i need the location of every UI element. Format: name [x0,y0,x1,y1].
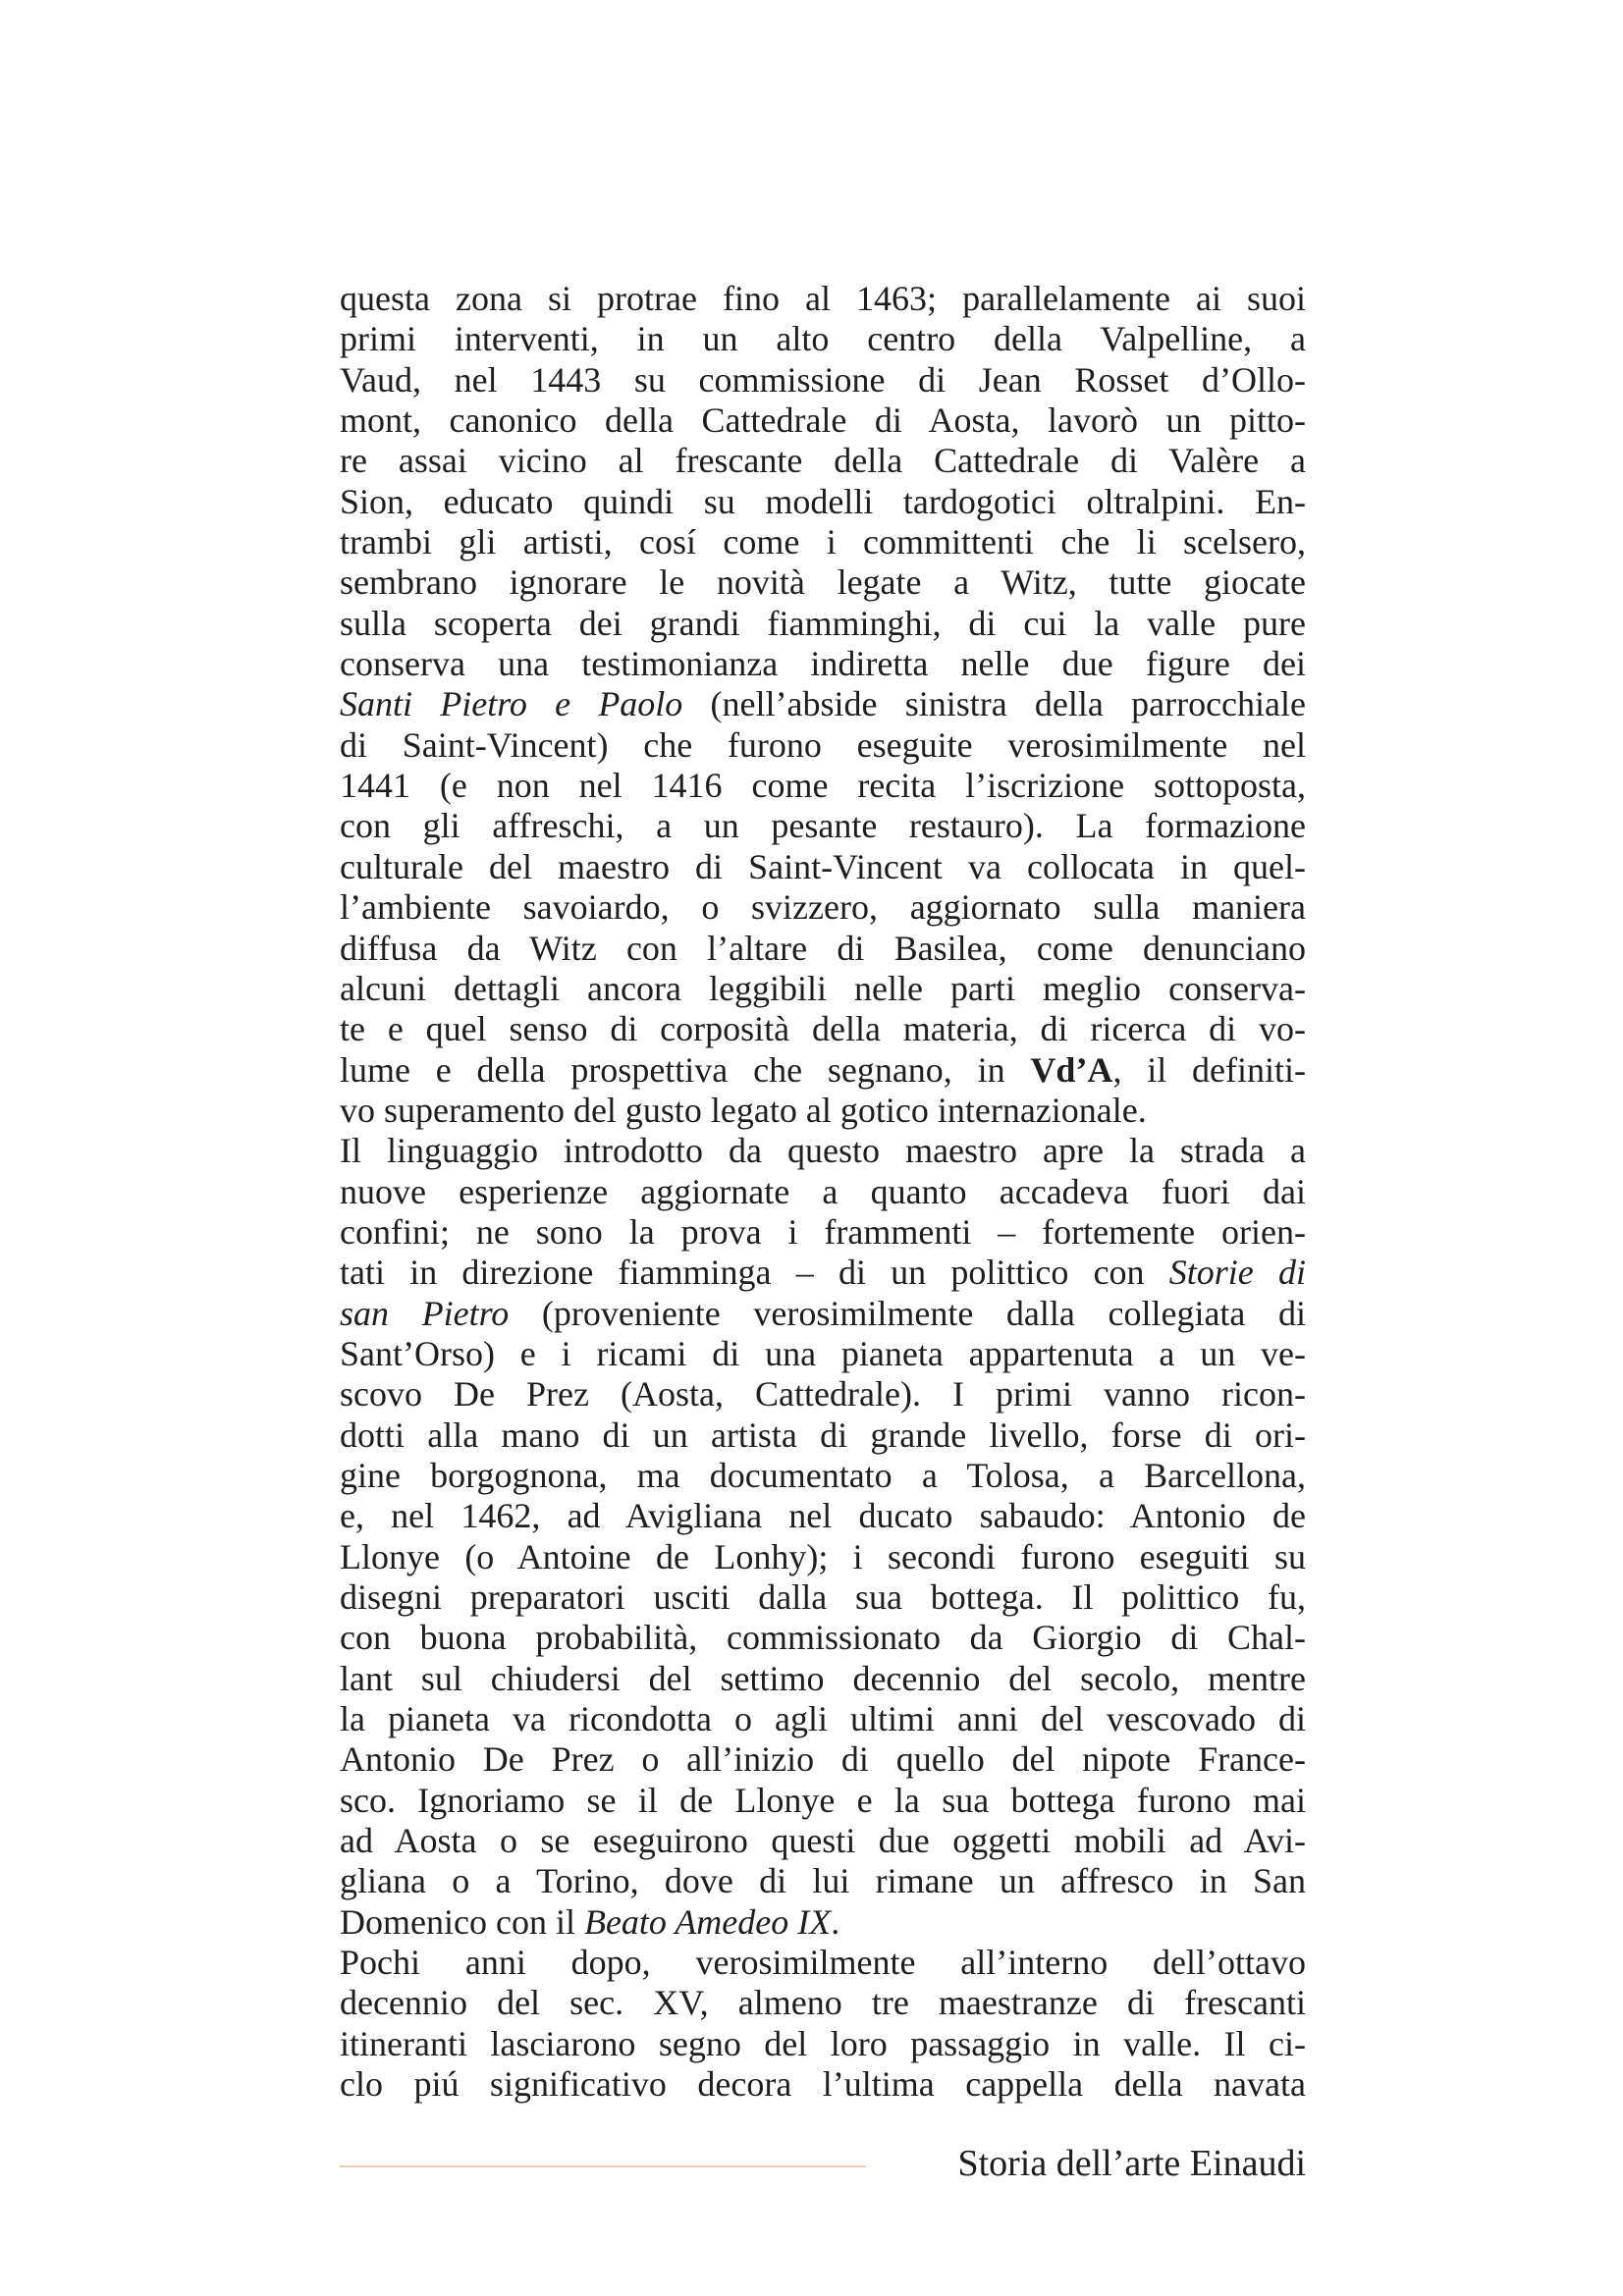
text-line [340,522,1306,562]
text-line [340,2024,1306,2064]
text-run: e, nel 1462, ad Avigliana nel ducato sabaudo: Antonio de [340,1496,1306,1536]
text-run: lant sul chiudersi del settimo decennio del secolo, mentre [340,1658,1306,1698]
text-run: clo piú significativo decora l’ultima cappella della navata [340,2064,1306,2105]
text-run: l’ambiente savoiardo, o svizzero, aggiornato sulla maniera [340,887,1306,928]
text-line [340,1618,1306,1658]
text-run: gliana o a Torino, dove di lui rimane un affresco in San [340,1861,1306,1901]
text-line [340,360,1306,400]
italic-text: Santi Pietro e Paolo [340,684,683,724]
text-line [340,969,1306,1009]
text-line [340,2064,1306,2105]
text-run: primi interventi, in un alto centro della Valpelline, a [340,319,1306,359]
text-run: sembrano ignorare le novità legate a Witz, tutte giocate [340,562,1306,603]
text-line [340,1334,1306,1374]
text-run: gine borgognona, ma documentato a Tolosa, a Barcellona, [340,1455,1306,1495]
text-run: Llonye (o Antoine de Lonhy); i secondi furono eseguiti su [340,1536,1306,1576]
text-line [340,1537,1306,1577]
text-run: alcuni dettagli ancora leggibili nelle parti meglio conserva- [340,968,1306,1008]
text-run: Il linguaggio introdotto da questo maestro apre la strada a [340,1131,1306,1171]
text-run: conserva una testimonianza indiretta nelle due figure dei [340,644,1306,684]
footer-title: Storia dell’arte Einaudi [957,2143,1306,2184]
text-run: diffusa da Witz con l’altare di Basilea, come denunciano [340,928,1306,968]
text-run: te e quel senso di corposità della materia, di ricerca di vo- [340,1009,1306,1049]
text-run: la pianeta va ricondotta o agli ultimi anni del vescovado di [340,1699,1306,1739]
text-run: Vaud, nel 1443 su commissione di Jean Rosset d’Ollo- [340,359,1306,400]
text-line [340,319,1306,359]
text-line [340,1659,1306,1699]
text-line [340,1374,1306,1415]
italic-text: Beato Amedeo IX [583,1901,832,1942]
text-line [340,644,1306,684]
text-run: tati in direzione fiamminga – di un polittico con [340,1253,1169,1293]
footer-rule [340,2165,866,2167]
text-line [340,1496,1306,1536]
text-run: disegni preparatori usciti dalla sua bottega. Il polittico fu, [340,1577,1306,1617]
text-line [340,1091,1306,1131]
text-line [340,847,1306,887]
text-run: vo superamento del gusto legato al gotico internazionale. [340,1090,1147,1130]
text-line [340,1415,1306,1456]
text-line [340,1212,1306,1253]
text-line [340,1294,1306,1334]
text-run: confini; ne sono la prova i frammenti – fortemente orien- [340,1211,1306,1252]
text-run: nuove esperienze aggiornate a quanto accadeva fuori dai [340,1171,1306,1211]
text-line [340,1739,1306,1780]
text-line [340,887,1306,928]
italic-text: Storie di [1168,1253,1306,1293]
text-line [340,725,1306,766]
text-run: scovo De Prez (Aosta, Cattedrale). I primi vanno ricon- [340,1374,1306,1415]
text-line [340,604,1306,644]
text-run: lume e della prospettiva che segnano, in [340,1049,1031,1090]
text-line [340,1821,1306,1861]
text-line [340,400,1306,441]
bold-text: Vd’A [1030,1049,1113,1090]
text-line [340,1009,1306,1049]
text-line [340,1781,1306,1821]
italic-text: san Pietro [340,1293,510,1333]
text-line [340,1253,1306,1293]
text-run: itineranti lasciarono segno del loro passaggio in valle. Il ci- [340,2023,1306,2063]
text-line [340,1699,1306,1739]
text-run: trambi gli artisti, cosí come i committenti che li scelsero, [340,522,1306,562]
text-run: culturale del maestro di Saint-Vincent va collocata in quel- [340,846,1306,886]
text-run: re assai vicino al frescante della Cattedrale di Valère a [340,441,1306,481]
text-line [340,279,1306,319]
text-line [340,1861,1306,1901]
text-line [340,441,1306,481]
text-run: decennio del sec. XV, almeno tre maestranze di frescanti [340,1983,1306,2023]
text-line [340,1050,1306,1091]
text-run: con gli affreschi, a un pesante restauro). La formazione [340,806,1306,846]
text-line [340,929,1306,969]
text-run: di Saint-Vincent) che furono eseguite verosimilmente nel [340,724,1306,765]
text-run: Domenico con il [340,1901,584,1942]
text-run: mont, canonico della Cattedrale di Aosta, lavorò un pitto- [340,400,1306,441]
text-line [340,562,1306,603]
text-line [340,482,1306,522]
text-line [340,1131,1306,1171]
text-run: questa zona si protrae fino al 1463; parallelamente ai suoi [340,279,1306,318]
text-line [340,806,1306,846]
body-text [340,279,1306,2105]
text-line [340,1577,1306,1618]
text-run: dotti alla mano di un artista di grande livello, forse di ori- [340,1415,1306,1455]
text-line [340,1943,1306,1983]
text-run: con buona probabilità, commissionato da Giorgio di Chal- [340,1618,1306,1658]
text-run: sco. Ignoriamo se il de Llonye e la sua bottega furono mai [340,1780,1306,1820]
text-run: Pochi anni dopo, verosimilmente all’interno dell’ottavo [340,1943,1306,1983]
text-line [340,1902,1306,1943]
text-run: 1441 (e non nel 1416 come recita l’iscrizione sottoposta, [340,766,1306,806]
text-run: (proveniente verosimilmente dalla collegiata di [509,1293,1307,1333]
text-line [340,1456,1306,1496]
text-line [340,1172,1306,1212]
text-run: ad Aosta o se eseguirono questi due oggetti mobili ad Avi- [340,1821,1306,1861]
text-run: , il definiti- [1112,1049,1307,1090]
text-run: Antonio De Prez o all’inizio di quello del nipote France- [340,1739,1306,1780]
text-line [340,684,1306,724]
text-line [340,1983,1306,2023]
text-run: sulla scoperta dei grandi fiamminghi, di cui la valle pure [340,603,1306,643]
text-run: . [831,1901,840,1942]
text-run: Sant’Orso) e i ricami di una pianeta appartenuta a un ve- [340,1333,1306,1373]
text-run: Sion, educato quindi su modelli tardogotici oltralpini. En- [340,481,1306,521]
text-line [340,766,1306,806]
text-run: (nell’abside sinistra della parrocchiale [682,684,1306,724]
